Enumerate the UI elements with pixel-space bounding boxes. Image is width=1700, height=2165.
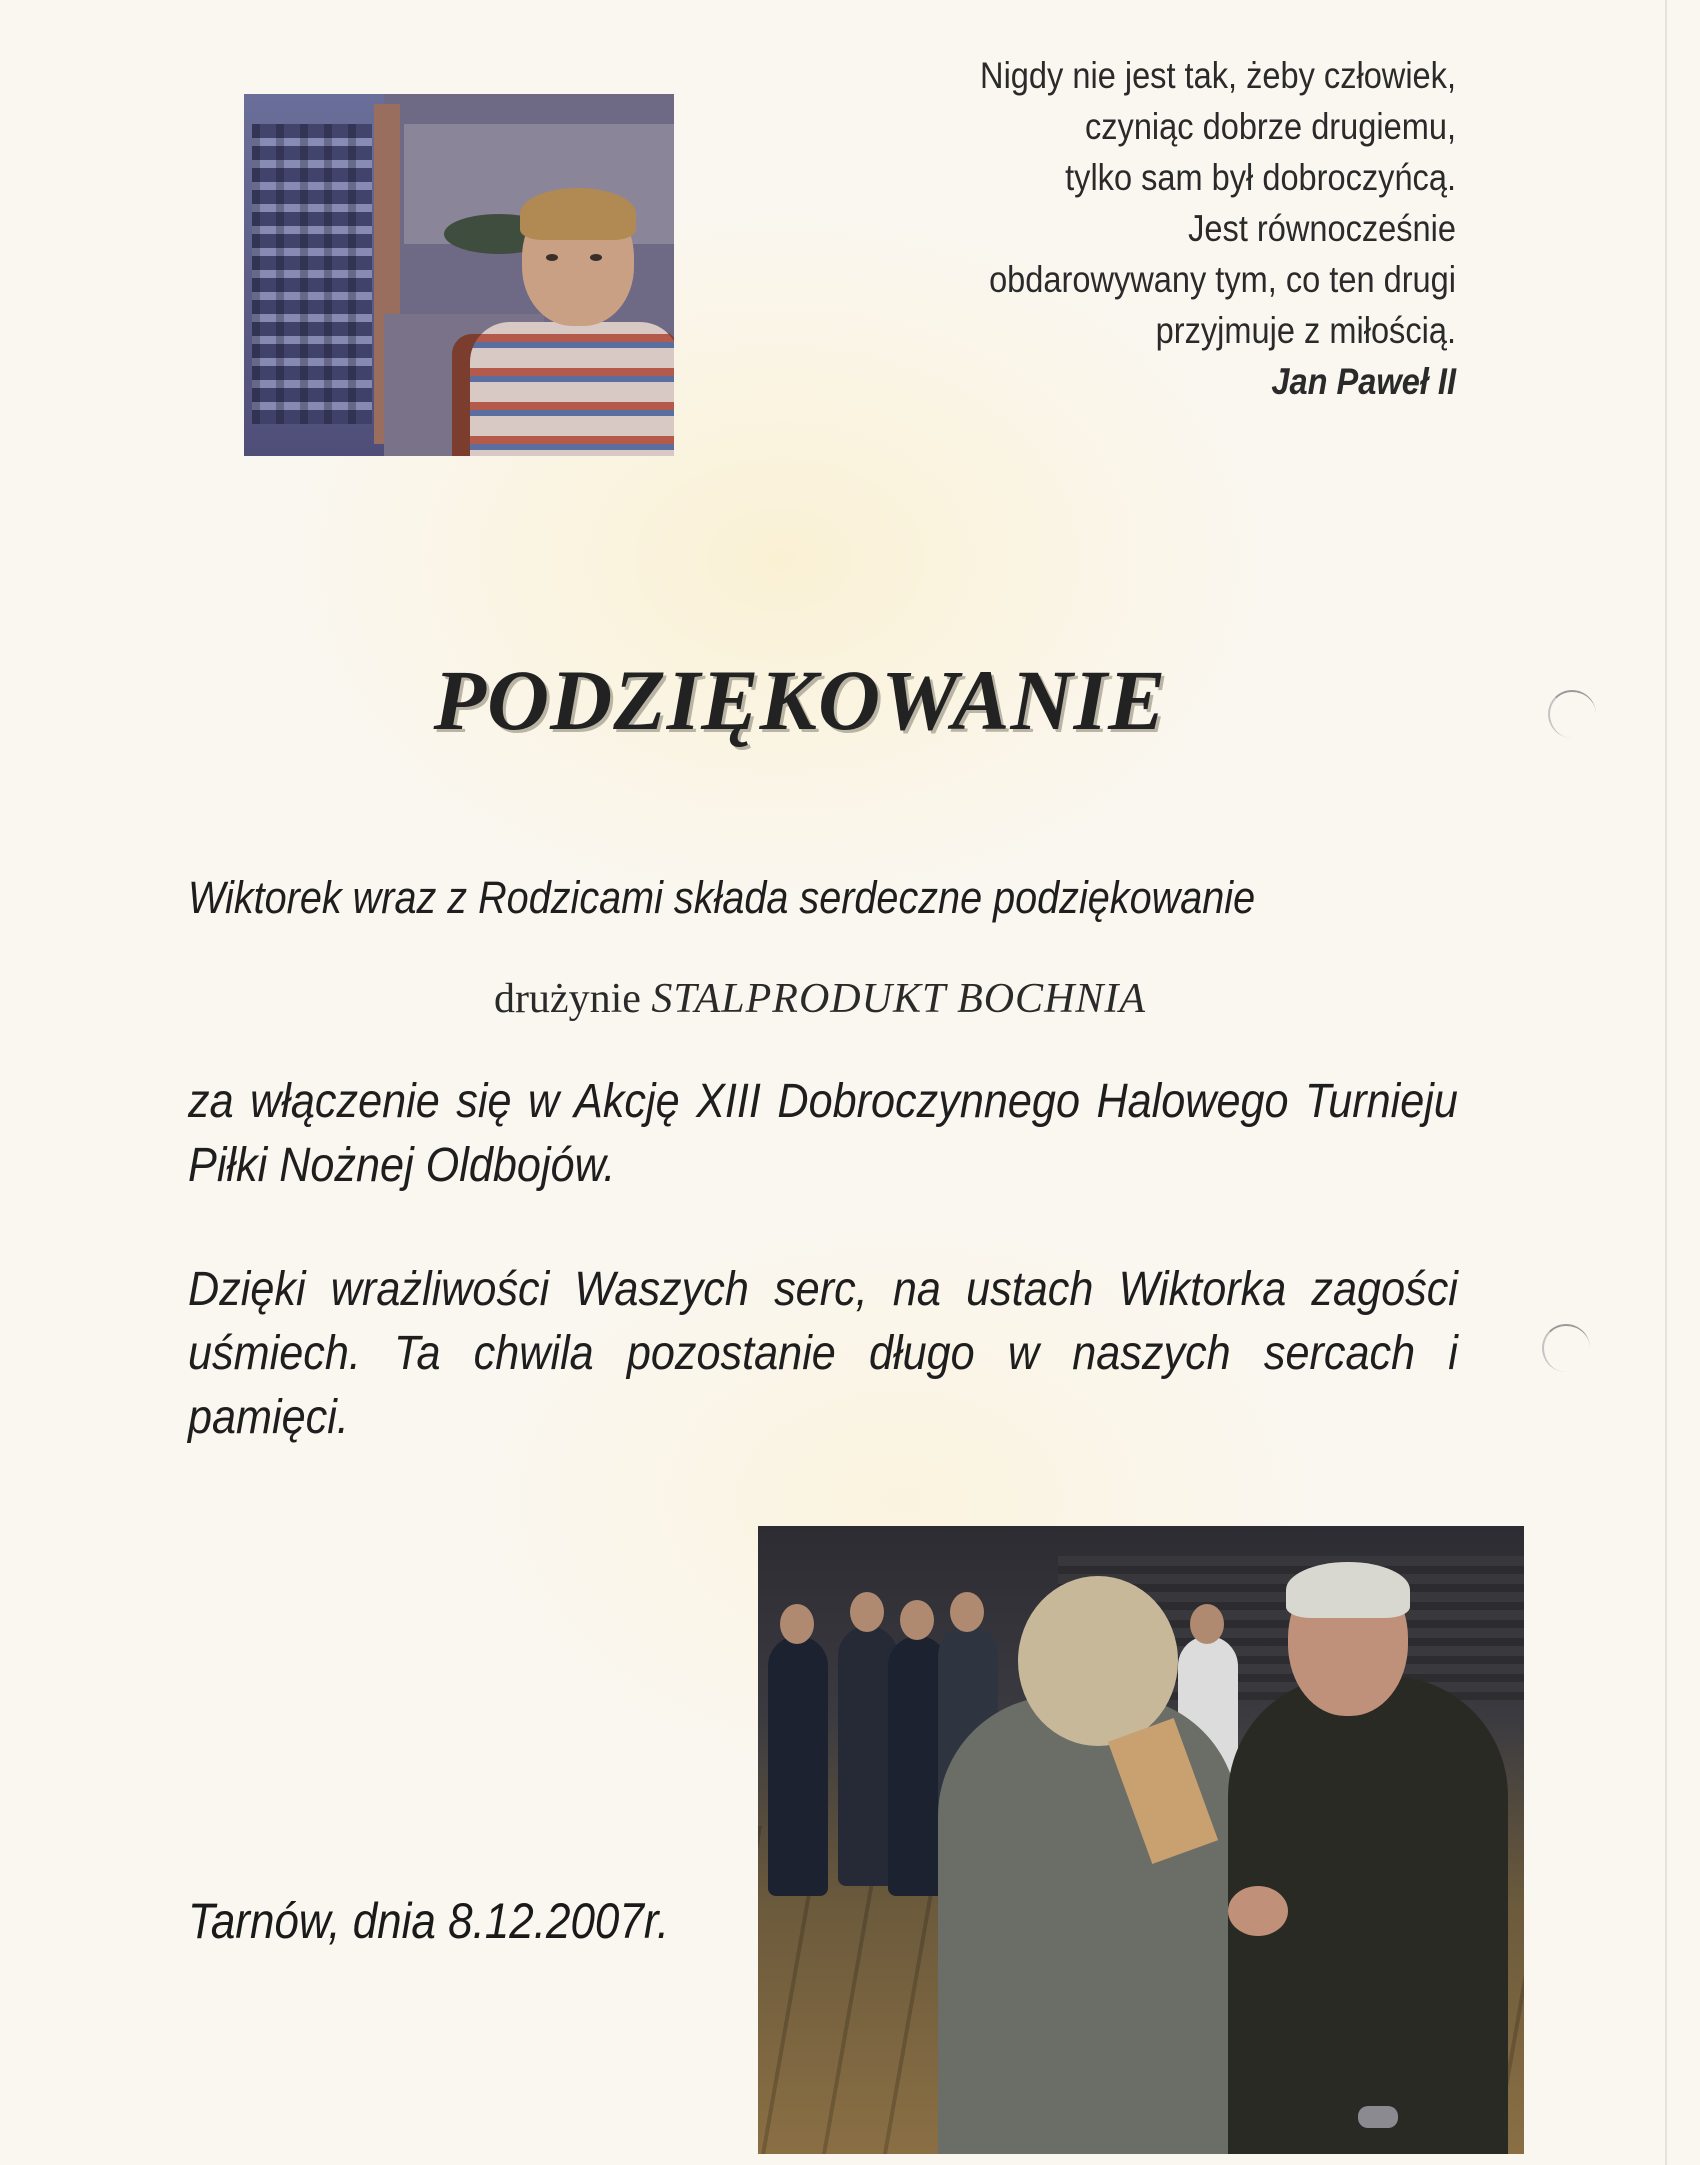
paragraph-thanks-text: za włączenie się w Akcję XIII Dobroczynnego Halowego Turnieju Piłki Nożnej Oldbojów. [188,1075,1458,1192]
quote-block [816,50,1456,407]
quote-line: Nigdy nie jest tak, żeby człowiek, [980,55,1456,96]
team-line [0,975,1700,1023]
page-title [0,650,1700,750]
paragraph-thanks [188,1070,1458,1198]
quote-line: Jest równocześnie [1188,208,1456,249]
quote-line: przyjmuje z miłością. [1155,310,1456,351]
quote-line: czyniąc dobrze drugiemu, [1084,106,1456,147]
quote-author: Jan Paweł II [1271,361,1456,402]
paragraph-hearts-text: Dzięki wrażliwości Waszych serc, na ustach Wiktorka zagości uśmiech. Ta chwila pozostanie długo w naszych sercach i pamięci. [188,1263,1458,1444]
team-name: STALPRODUKT BOCHNIA [651,976,1147,1022]
date-text: Tarnów, dnia 8.12.2007r. [188,1893,670,1949]
photo-boy [244,94,674,456]
paragraph-hearts [188,1258,1458,1450]
photo-ceremony [758,1526,1524,2154]
punch-hole-bottom [1542,1324,1590,1372]
page-title-text: PODZIĘKOWANIE [433,652,1167,748]
quote-line: tylko sam był dobroczyńcą. [1065,157,1456,198]
page-edge-line [1665,0,1667,2165]
team-prefix: drużynie [493,976,641,1022]
intro-line [188,872,1458,924]
quote-line: obdarowywany tym, co ten drugi [989,259,1456,300]
intro-text: Wiktorek wraz z Rodzicami składa serdeczne podziękowanie [188,872,1256,923]
date-line [188,1892,735,1950]
